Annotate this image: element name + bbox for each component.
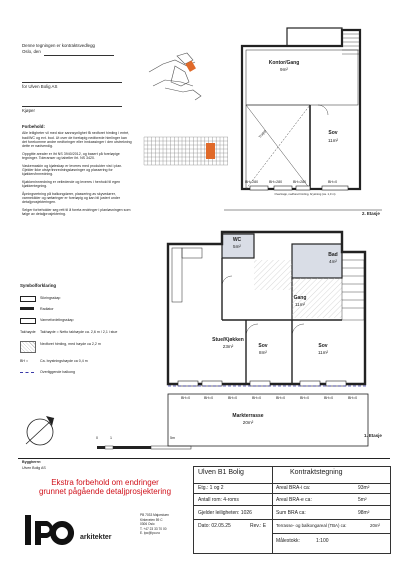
room-area-wc: 5m² [233, 244, 241, 249]
legend-heading: Symbolforklaring [20, 283, 57, 288]
bh-tag: BH=0 [204, 396, 214, 400]
bh-tag: BH=0 [348, 396, 358, 400]
room-name-bedroom-large: Sov [318, 343, 328, 349]
area-value: 20m² [370, 523, 381, 528]
fuse-box-icon [20, 296, 36, 302]
warning-line-1: Ekstra forbehold om endringer [51, 478, 159, 487]
area-label: Terrasse- og balkongareal (TBA) ca: [276, 523, 347, 528]
area-value: 98m² [358, 510, 370, 516]
address-line: PB 7033 Majorstuen [140, 513, 169, 517]
room-area-bedroom-small: 8m² [259, 350, 267, 355]
note-paragraph: Alle leiligheter vil med stor sannsynlighet få nedforet himling i entré, bad/WC og evt. bod. Ut over de foreløpig nedforede himlinger kan det forekomme andre nedforinger eller innkassinger i den utstrekning dette er nødvendig. [22, 131, 132, 149]
floor-info: Etg.: 1 og 2 [198, 485, 224, 491]
legend-block [20, 283, 145, 291]
plan-upper-floor [222, 24, 382, 220]
bh-tag: BH=0 [328, 180, 338, 184]
row-divider [272, 533, 390, 534]
room-area-terrace: 20m² [242, 420, 254, 425]
date-info: Dato: 02.05.25 [198, 523, 231, 529]
room-area-office: 9m² [280, 67, 288, 72]
bh-tag: BH=0 [300, 396, 310, 400]
lowered-ceiling-icon [20, 341, 36, 353]
upper-note: Overtrapp, nedforet himling, brystning (ca. 1,0 m) [274, 192, 336, 196]
row-divider [272, 505, 390, 506]
legend-item: Varmefordelingsskap [40, 318, 74, 322]
date-signature-line [44, 55, 114, 56]
notes-heading: Forbehold: [22, 124, 45, 129]
agreement-line-2: Oslo, den [22, 49, 41, 54]
buyer-signature-label: Kjøper [22, 108, 35, 113]
room-name-wc: WC [232, 237, 242, 243]
north-arrow-icon [18, 410, 62, 454]
overhanging-balcony-icon [20, 372, 34, 373]
room-name-terrace: Markterrasse [232, 413, 264, 419]
area-label: Areal BRA-e ca: [276, 497, 312, 503]
note-paragraph: Oppgitte arealer er iht NS 3940/2012, og basert på foreløpige tegninger. Toleranser og tabeller iht. NS 3420. [22, 151, 120, 161]
scale-value: 1:100 [316, 538, 329, 544]
row-divider [194, 519, 272, 520]
room-area-bedroom-large: 11m² [317, 350, 329, 355]
legend-item: Overliggende balkong [40, 370, 75, 374]
building-elevation [140, 133, 232, 169]
bh-tag: BH=0 [324, 396, 334, 400]
room-name-hall: Gang [293, 295, 307, 301]
buyer-signature-line [22, 106, 122, 107]
scale-label-0: 0 [96, 436, 98, 440]
area-value: 5m² [358, 497, 367, 503]
warning-line-2: grunnet pågående detaljprosjektering [38, 487, 172, 496]
drawing-type: Kontraktstegning [290, 469, 343, 476]
bh-tag: BH=0 [276, 396, 286, 400]
row-divider [194, 505, 272, 506]
stair-label: Trapp [258, 129, 267, 139]
note-paragraph: Åpningsretning på balkongdører, plassering av skyvedører, varmekilder og rørføringer er foreløpig og kan bli justert under detaljprosjekteringen. [22, 191, 121, 205]
area-value: 93m² [358, 485, 370, 491]
address-line: E. lpo@lpo.no [140, 531, 161, 536]
room-name-bedroom-upper: Sov [328, 130, 338, 136]
bh-tag: BH=0 [228, 396, 238, 400]
note-paragraph: Selger forbeholder seg rett til å foreta endringer i planløsningen som følge av detaljprosjektering. [22, 207, 131, 217]
area-label: Sum BRA ca: [276, 510, 306, 516]
bh-tag: BH=0 [181, 396, 191, 400]
room-area-hall: 11m² [294, 302, 306, 307]
room-area-living-kitchen: 23m² [222, 344, 234, 349]
room-name-bathroom: Bad [328, 252, 338, 258]
row-divider [194, 493, 272, 494]
bh-tag: BH=0 [252, 396, 262, 400]
title-block-top-rule [18, 458, 390, 459]
bh-tag: BH=280 [269, 180, 283, 184]
room-area-bedroom-upper: 11m² [327, 138, 339, 143]
seller-signature-line [22, 82, 122, 83]
room-name-bedroom-small: Sov [258, 343, 268, 349]
bh-tag: BH=280 [293, 180, 307, 184]
agreement-line-1: Denne tegningen er kontraktsvedlegg [22, 43, 95, 48]
firm-address [140, 513, 188, 536]
heat-distribution-icon [20, 318, 36, 324]
legend-prefix: Takhøyde [20, 330, 36, 334]
legend-prefix: BH = [20, 359, 29, 363]
notes-block [22, 124, 132, 217]
revision-info: Rev.: E [250, 523, 267, 529]
client-name: Ulven Bolig AS [22, 466, 46, 470]
site-key-plan [135, 52, 215, 104]
floor-label-2: 2. Etasje [362, 211, 380, 216]
floor-label-1: 1. Etasje [364, 433, 382, 438]
unit-highlight [206, 143, 215, 159]
row-divider [272, 519, 390, 520]
address-line: Kirkeveien 59 C [140, 517, 163, 522]
legend-item: Nedforet himling, med høyde ca 2,2 m [40, 342, 101, 346]
client-heading: Byggherre: [22, 460, 42, 464]
legend-item: Takhøyde = Netto takhøyde ca. 2,6 m / 2,1 i stue [40, 330, 118, 334]
note-paragraph: Vaskemaskin og kjøleskap er leveres med produkter vist i plan. Gjelder ikke utstyr/innredningsløsninger og plassering for kjøkken/innredning. [22, 163, 123, 177]
room-name-office: Kontor/Gang [268, 60, 300, 66]
address-line: 0306 Oslo [140, 522, 155, 527]
bh-tag: BH=280 [245, 180, 259, 184]
lpo-logo [24, 514, 76, 546]
scale-label-1: 1 [110, 436, 112, 440]
room-area-bathroom: 4m² [329, 259, 337, 264]
rooms-info: Antall rom: 4-roms [198, 497, 239, 503]
scale-label-5: 5m [170, 436, 175, 440]
legend-item: Radiator [40, 307, 54, 311]
unit-info: Gjelder leiligheten: 1026 [198, 510, 252, 516]
legend-item: Ca. brystningshøyde ca 0,4 m [40, 359, 88, 363]
address-line: T. +47 23 33 70 00 [140, 526, 167, 531]
radiator-icon [20, 307, 34, 310]
legend-item: Sikringsskap [40, 296, 61, 300]
room-name-living-kitchen: Stue/Kjøkken [212, 337, 244, 343]
area-label: Areal BRA-i ca: [276, 485, 311, 491]
project-name: Ulven B1 Bolig [198, 469, 244, 476]
firm-name: arkitekter [80, 534, 112, 541]
seller-signature-label: for Ulven Bolig AS [22, 84, 58, 89]
scale-label: Målestokk: [276, 538, 300, 544]
row-divider [272, 493, 390, 494]
note-paragraph: Kjøkkeninnredning er veiledende og leveres i henhold til egen kjøkkentegning. [22, 179, 121, 189]
legend-list [20, 296, 145, 406]
